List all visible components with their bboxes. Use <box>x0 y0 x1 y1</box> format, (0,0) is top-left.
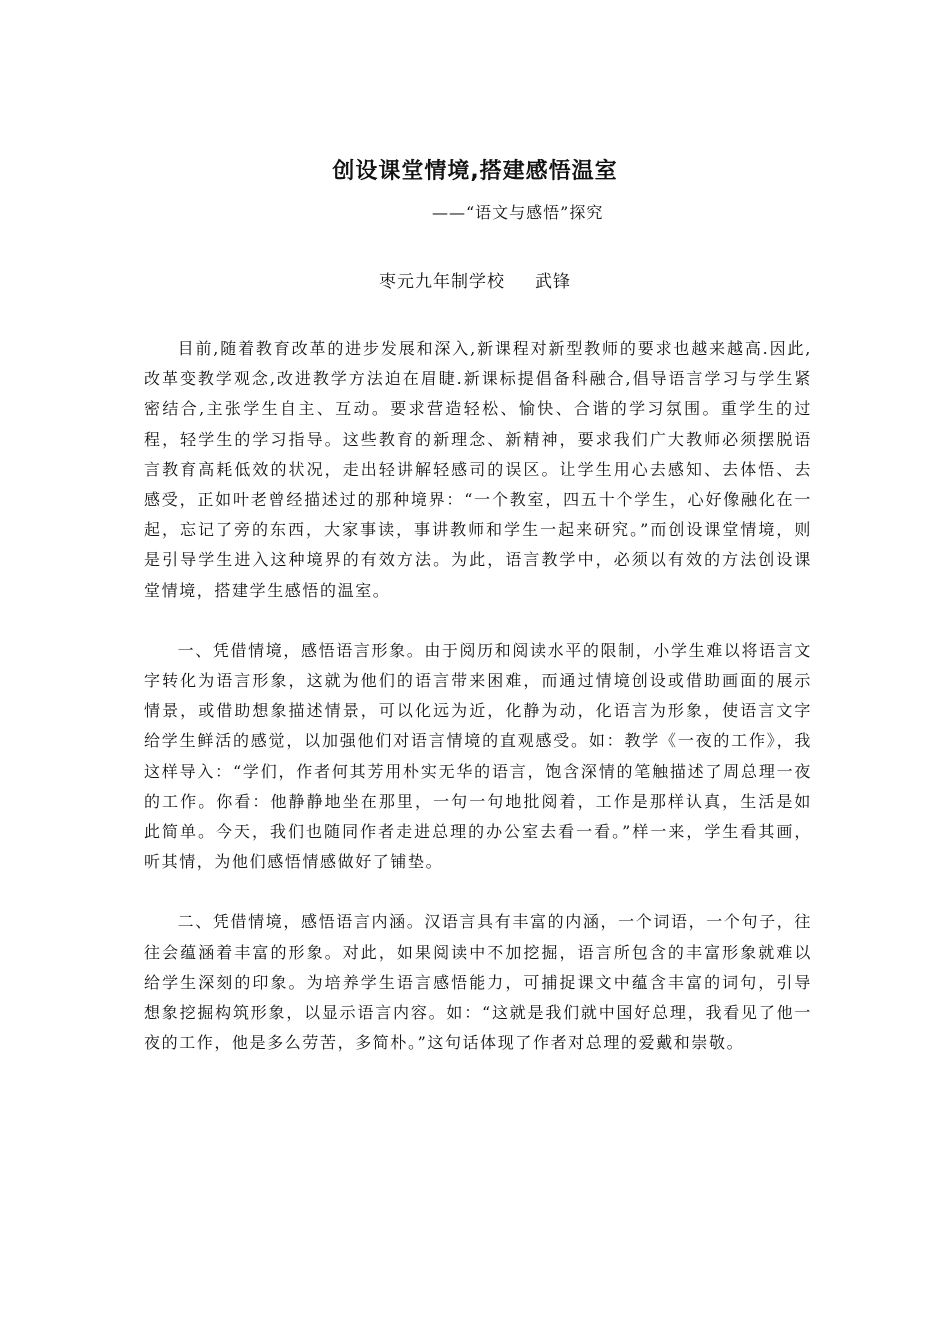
author-line <box>0 267 950 292</box>
paragraph-intro: 目前,随着教育改革的进步发展和深入,新课程对新型教师的要求也越来越高.因此,改革变教学观念,改进教学方法迫在眉睫.新课标提倡备科融合,倡导语言学习与学生紧密结合,主张学生自主、互动。要求营造轻松、愉快、合谐的学习氛围。重学生的过程，轻学生的学习指导。这些教育的新理念、新精神，要求我们广大教师必须摆脱语言教育高耗低效的状况，走出轻讲解轻感司的误区。让学生用心去感知、去体悟、去感受，正如叶老曾经描述过的那种境界：“一个教室，四五十个学生，心好像融化在一起，忘记了旁的东西，大家事读，事讲教师和学生一起来研究。”而创设课堂情境，则是引导学生进入这种境界的有效方法。为此，语言教学中，必须以有效的方法创设课堂情境，搭建学生感悟的温室。 <box>144 339 812 600</box>
paragraph-section-1: 一、凭借情境，感悟语言形象。由于阅历和阅读水平的限制，小学生难以将语言文字转化为语言形象，这就为他们的语言带来困难，而通过情境创设或借助画面的展示情景，或借助想象描述情景，可以化远为近，化静为动，化语言为形象，使语言文字给学生鲜活的感觉，以加强他们对语言情境的直观感受。如：教学《一夜的工作》，我这样导入：“学们，作者何其芳用朴实无华的语言，饱含深情的笔触描述了周总理一夜的工作。你看：他静静地坐在那里，一句一句地批阅着，工作是那样认真，生活是如此简单。今天，我们也随同作者走进总理的办公室去看一看。”样一来，学生看其画，听其情，为他们感悟情感做好了铺垫。 <box>144 640 812 872</box>
author-school: 枣元九年制学校 <box>379 272 505 292</box>
paragraph-section-2: 二、凭借情境，感悟语言内涵。汉语言具有丰富的内涵，一个词语，一个句子，往往会蕴涵着丰富的形象。对此，如果阅读中不加挖掘，语言所包含的丰富形象就难以给学生深刻的印象。为培养学生语言感悟能力，可捕捉课文中蕴含丰富的词句，引导想象挖掘构筑形象，以显示语言内容。如：“这就是我们就中国好总理，我看见了他一夜的工作，他是多么劳苦，多简朴。”这句话体现了作者对总理的爱戴和崇敬。 <box>144 912 812 1053</box>
author-name: 武锋 <box>535 272 571 292</box>
article-title: 创设课堂情境,搭建感悟温室 <box>332 159 618 184</box>
article-subtitle: ——“语文与感悟”探究 <box>432 203 604 222</box>
article-body <box>144 334 812 1088</box>
